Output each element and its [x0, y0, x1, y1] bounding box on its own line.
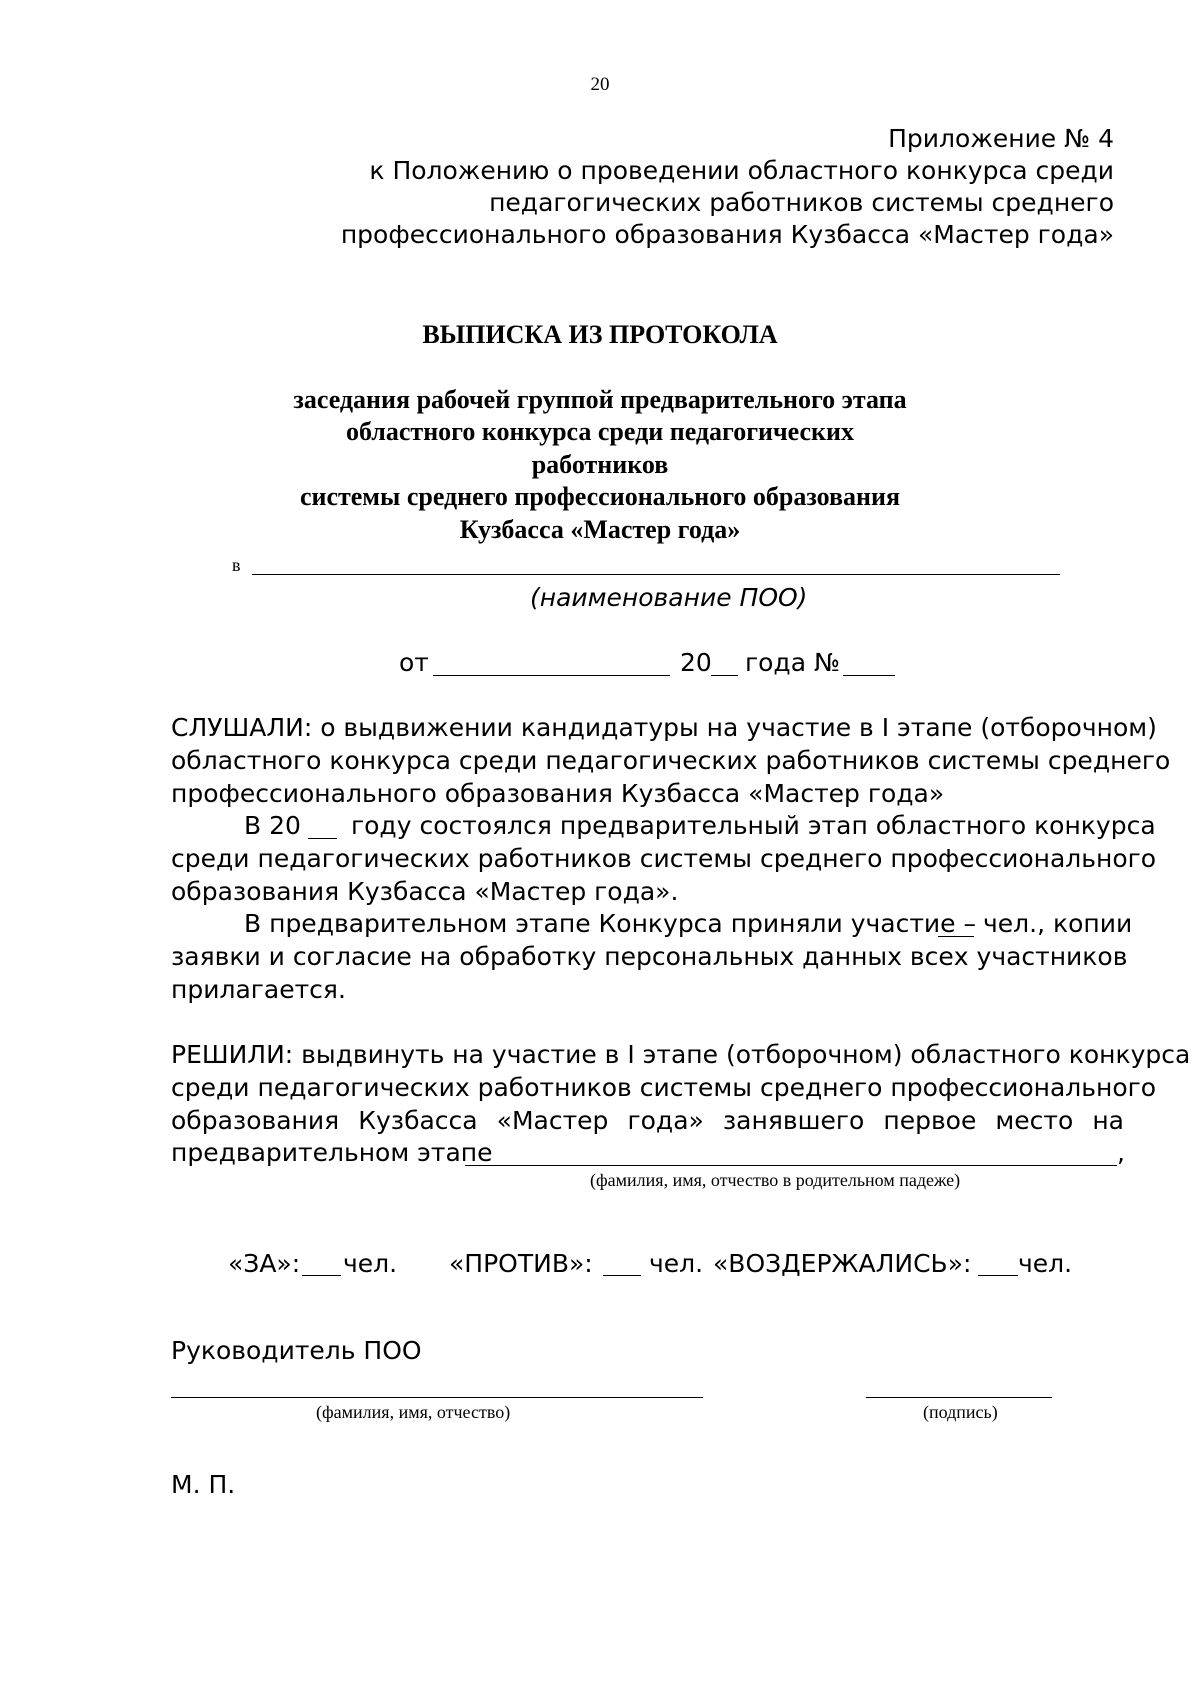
heard-line: областного конкурса среди педагогических работников системы среднего: [171, 746, 1171, 775]
heard-participants-text: В предварительном этапе Конкурса приняли участие –: [244, 909, 976, 938]
head-label: Руководитель ПОО: [171, 1336, 422, 1365]
contest-year-field[interactable]: [308, 838, 337, 839]
appendix-line: к Положению о проведении областного конкурса среди: [369, 156, 1114, 185]
heard-line: заявки и согласие на обработку персональных данных всех участников: [171, 942, 1128, 971]
org-caption: (наименование ПОО): [530, 583, 808, 612]
votes-abstain-label: «ВОЗДЕРЖАЛИСЬ»:: [713, 1249, 972, 1278]
votes-for-field[interactable]: [302, 1275, 341, 1276]
candidate-name-field[interactable]: [465, 1165, 1117, 1166]
stamp-label: М. П.: [171, 1470, 236, 1499]
subtitle-line: работников: [531, 450, 669, 479]
signature-field[interactable]: [866, 1397, 1052, 1398]
heard-line: прилагается.: [171, 975, 346, 1004]
heard-line: среди педагогических работников системы среднего профессионального: [171, 844, 1157, 873]
votes-abstain-unit: чел.: [1018, 1249, 1073, 1278]
heard-line: году состоялся предварительный этап областного конкурса: [351, 811, 1156, 840]
org-name-field[interactable]: [252, 574, 1060, 575]
heard-participants-unit: чел., копии: [983, 909, 1133, 938]
heard-year-prefix: В 20: [244, 811, 301, 840]
signature-caption: (подпись): [923, 1402, 998, 1422]
heard-line: СЛУШАЛИ: о выдвижении кандидатуры на участие в I этапе (отборочном): [171, 713, 1157, 742]
candidate-name-caption: (фамилия, имя, отчество в родительном падеже): [590, 1170, 961, 1190]
votes-against-label: «ПРОТИВ»:: [449, 1249, 593, 1278]
decided-line: РЕШИЛИ: выдвинуть на участие в I этапе (отборочном) областного конкурса: [171, 1040, 1191, 1069]
org-prefix: в: [232, 555, 241, 575]
year-prefix: 20: [680, 648, 712, 677]
participants-count-field[interactable]: [938, 936, 974, 937]
date-from-label: от: [399, 648, 429, 677]
head-name-caption: (фамилия, имя, отчество): [316, 1402, 511, 1422]
decided-line: среди педагогических работников системы среднего профессионального: [171, 1073, 1157, 1102]
subtitle-line: областного конкурса среди педагогических: [345, 417, 855, 446]
heard-line: образования Кузбасса «Мастер года».: [171, 877, 679, 906]
votes-against-field[interactable]: [603, 1275, 641, 1276]
appendix-line: профессионального образования Кузбасса «Мастер года»: [340, 220, 1114, 249]
protocol-number-field[interactable]: [843, 675, 895, 676]
subtitle-line: Кузбасса «Мастер года»: [459, 515, 741, 544]
votes-against-unit: чел.: [649, 1249, 704, 1278]
subtitle-line: заседания рабочей группой предварительного этапа: [293, 385, 907, 414]
decided-line: предварительном этапе: [171, 1138, 493, 1167]
document-title: ВЫПИСКА ИЗ ПРОТОКОЛА: [422, 320, 778, 349]
year-field[interactable]: [711, 675, 738, 676]
page-number: 20: [590, 74, 610, 95]
votes-for-unit: чел.: [343, 1249, 398, 1278]
votes-for-label: «ЗА»:: [228, 1249, 301, 1278]
decided-line: образования Кузбасса «Мастер года» занявшего первое место на: [171, 1106, 1124, 1135]
subtitle-line: системы среднего профессионального образования: [299, 482, 901, 511]
appendix-line: педагогических работников системы среднего: [489, 188, 1114, 217]
head-name-field[interactable]: [171, 1397, 703, 1398]
decided-comma: ,: [1117, 1138, 1125, 1167]
appendix-number: Приложение № 4: [888, 124, 1114, 153]
date-field[interactable]: [433, 675, 670, 676]
votes-abstain-field[interactable]: [978, 1275, 1018, 1276]
year-number-label: года №: [745, 648, 840, 677]
heard-line: профессионального образования Кузбасса «Мастер года»: [171, 779, 945, 808]
